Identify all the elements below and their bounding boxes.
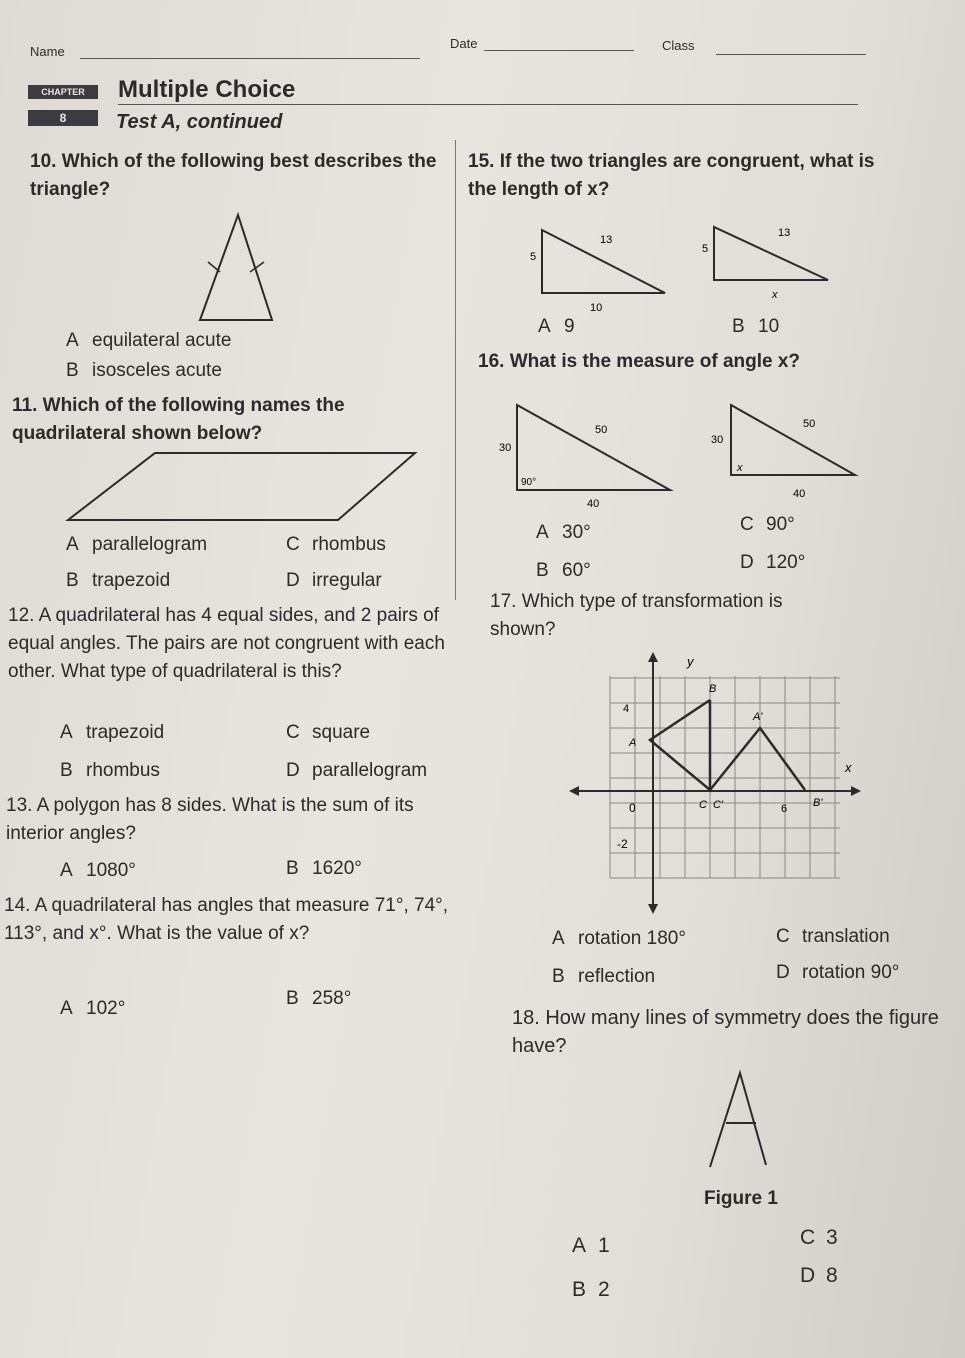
q10-option-a-text: equilateral acute	[92, 330, 232, 351]
q12-option-d[interactable]	[286, 760, 427, 782]
date-label: Date	[450, 36, 478, 51]
q16-option-b-letter: B	[536, 560, 549, 581]
q18-option-d-text: 8	[826, 1264, 838, 1287]
q17-point-b: B	[709, 683, 717, 695]
q16-tri2-corner-label: x	[737, 462, 743, 474]
q15-tri2-hyp-label: 13	[778, 227, 791, 239]
q17-option-b-text: reflection	[578, 966, 656, 987]
q15-tri2-left-label: 5	[702, 243, 709, 255]
q16-tri1-hyp-label: 50	[595, 424, 608, 436]
q15-option-a-letter: A	[538, 316, 551, 337]
q16-tri2-bottom-label: 40	[793, 488, 806, 500]
q17-tick-origin: 0	[629, 801, 636, 815]
q16-tri1-left-label: 30	[499, 442, 512, 454]
q17-option-c-letter: C	[776, 926, 790, 947]
q17-option-a-text: rotation 180°	[578, 928, 686, 949]
q10-isosceles-triangle	[190, 210, 280, 325]
q17-option-d[interactable]	[776, 962, 899, 984]
chapter-label: CHAPTER	[28, 85, 98, 99]
q11-option-d-letter: D	[286, 570, 300, 591]
q18-option-a-text: 1	[598, 1234, 610, 1257]
q17-option-a[interactable]	[552, 928, 686, 950]
q16-option-c[interactable]	[740, 514, 795, 536]
q18-option-b-text: 2	[598, 1278, 610, 1301]
q17-y-axis-label: y	[687, 654, 694, 669]
q16-tri1-corner-label: 90°	[521, 477, 537, 488]
q11-option-b[interactable]	[66, 570, 170, 592]
q11-option-c-letter: C	[286, 534, 300, 555]
q10-option-b[interactable]	[66, 360, 222, 382]
q15-tri2-bottom-label: x	[772, 289, 778, 301]
q14-option-b[interactable]	[286, 988, 351, 1010]
q10-option-a[interactable]	[66, 330, 231, 352]
q18-option-c-text: 3	[826, 1226, 838, 1249]
q15-tri1-left-label: 5	[530, 251, 537, 263]
q11-stem: 11. Which of the following names the quadrilateral shown below?	[12, 395, 345, 444]
q16-stem: 16. What is the measure of angle x?	[478, 351, 801, 372]
class-line	[716, 54, 866, 55]
q12-option-a-text: trapezoid	[86, 722, 165, 743]
page-title: Multiple Choice	[118, 76, 296, 103]
q18-option-d[interactable]	[800, 1264, 838, 1288]
name-label: Name	[30, 44, 65, 59]
q18-option-b[interactable]	[572, 1278, 610, 1302]
q10-option-a-letter: A	[66, 330, 79, 351]
q11-option-d-text: irregular	[312, 570, 382, 591]
q17-option-b-letter: B	[552, 966, 565, 987]
q12-option-b[interactable]	[60, 760, 160, 782]
column-divider	[455, 140, 456, 600]
q15-triangle-1	[530, 215, 680, 315]
q13-option-a-text: 1080°	[86, 860, 136, 881]
q11-option-b-letter: B	[66, 570, 79, 591]
date-line	[484, 50, 634, 51]
q17-option-c[interactable]	[776, 926, 890, 948]
q16-tri2-left-label: 30	[711, 434, 724, 446]
q17-option-d-letter: D	[776, 962, 790, 983]
q12-option-c-text: square	[312, 722, 371, 743]
q16-tri1-bottom-label: 40	[587, 498, 600, 510]
q14-option-b-text: 258°	[312, 988, 352, 1009]
q16-triangle-1	[495, 395, 680, 515]
q17-point-a: A	[629, 737, 637, 749]
q12-option-d-text: parallelogram	[312, 760, 428, 781]
q18-figure-caption: Figure 1	[704, 1188, 778, 1209]
q15-tri1-hyp-label: 13	[600, 234, 613, 246]
q18-stem: 18. How many lines of symmetry does the figure have?	[512, 1007, 939, 1057]
q16-option-d-text: 120°	[766, 552, 806, 573]
q16-option-c-text: 90°	[766, 514, 795, 535]
q11-option-c[interactable]	[286, 534, 386, 556]
q17-point-c: C	[699, 799, 707, 811]
q11-option-a-letter: A	[66, 534, 79, 555]
q18-letter-a-figure	[700, 1065, 800, 1175]
q17-option-b[interactable]	[552, 966, 655, 988]
q15-option-b[interactable]	[732, 316, 779, 338]
q15-tri1-bottom-label: 10	[590, 302, 603, 314]
q18-option-a[interactable]	[572, 1234, 610, 1258]
q14-stem: 14. A quadrilateral has angles that measure 71°, 74°, 113°, and x°. What is the value of x?	[4, 895, 449, 944]
q15-triangle-2	[700, 212, 850, 312]
q11-option-d[interactable]	[286, 570, 382, 592]
q17-tick-4: 4	[623, 703, 630, 715]
q11-option-a-text: parallelogram	[92, 534, 208, 555]
q10-option-b-letter: B	[66, 360, 79, 381]
q18-option-d-letter: D	[800, 1264, 816, 1287]
q17-x-axis-label: x	[845, 760, 852, 775]
q16-option-a[interactable]	[536, 522, 591, 544]
q16-option-b[interactable]	[536, 560, 591, 582]
q16-option-a-text: 30°	[562, 522, 591, 543]
q14-option-a[interactable]	[60, 998, 125, 1020]
q17-grid	[610, 676, 840, 878]
chapter-number: 8	[28, 110, 98, 126]
q11-parallelogram	[60, 448, 420, 528]
page-subtitle: Test A, continued	[116, 111, 283, 133]
q15-option-b-letter: B	[732, 316, 745, 337]
name-line	[80, 58, 420, 59]
q16-triangle-2	[705, 395, 870, 515]
q17-point-a-prime: A'	[753, 711, 763, 723]
q16-option-b-text: 60°	[562, 560, 591, 581]
q16-option-c-letter: C	[740, 514, 754, 535]
q13-option-a-letter: A	[60, 860, 73, 881]
q17-coordinate-graph	[565, 648, 865, 918]
q12-stem: 12. A quadrilateral has 4 equal sides, and 2 pairs of equal angles. The pairs are not congruent with each other. What type of quadrilateral is this?	[8, 605, 445, 682]
q12-option-d-letter: D	[286, 760, 300, 781]
q15-option-a-text: 9	[564, 316, 575, 337]
q17-option-c-text: translation	[802, 926, 890, 947]
q17-point-c-prime: C'	[713, 799, 724, 811]
q12-option-a-letter: A	[60, 722, 73, 743]
q10-stem: 10. Which of the following best describes the triangle?	[30, 151, 437, 200]
q15-option-a[interactable]	[538, 316, 575, 338]
q12-option-b-text: rhombus	[86, 760, 160, 781]
q16-option-d[interactable]	[740, 552, 805, 574]
q13-option-b[interactable]	[286, 858, 362, 880]
q16-option-d-letter: D	[740, 552, 754, 573]
q12-option-a[interactable]	[60, 722, 164, 744]
q14-option-a-letter: A	[60, 998, 73, 1019]
q17-option-d-text: rotation 90°	[802, 962, 900, 983]
q17-tick-neg2: -2	[617, 837, 628, 851]
q18-option-c[interactable]	[800, 1226, 838, 1250]
q12-option-c[interactable]	[286, 722, 370, 744]
q13-stem: 13. A polygon has 8 sides. What is the sum of its interior angles?	[6, 795, 414, 844]
q16-option-a-letter: A	[536, 522, 549, 543]
q12-option-b-letter: B	[60, 760, 73, 781]
title-rule	[118, 104, 858, 105]
class-label: Class	[662, 38, 695, 53]
q17-tick-6: 6	[781, 803, 788, 815]
q15-stem: 15. If the two triangles are congruent, what is the length of x?	[468, 151, 875, 200]
q15-option-b-text: 10	[758, 316, 780, 337]
q13-option-b-text: 1620°	[312, 858, 362, 879]
q18-option-b-letter: B	[572, 1278, 587, 1301]
q10-option-b-text: isosceles acute	[92, 360, 222, 381]
q14-option-a-text: 102°	[86, 998, 126, 1019]
q11-option-a[interactable]	[66, 534, 207, 556]
q12-option-c-letter: C	[286, 722, 300, 743]
q18-option-a-letter: A	[572, 1234, 587, 1257]
q18-option-c-letter: C	[800, 1226, 816, 1249]
q17-point-b-prime: B'	[813, 797, 823, 809]
q11-option-b-text: trapezoid	[92, 570, 171, 591]
q17-stem: 17. Which type of transformation is shown?	[490, 591, 783, 640]
q13-option-b-letter: B	[286, 858, 299, 879]
q14-option-b-letter: B	[286, 988, 299, 1009]
q13-option-a[interactable]	[60, 860, 136, 882]
q11-option-c-text: rhombus	[312, 534, 386, 555]
q16-tri2-hyp-label: 50	[803, 418, 816, 430]
q17-option-a-letter: A	[552, 928, 565, 949]
